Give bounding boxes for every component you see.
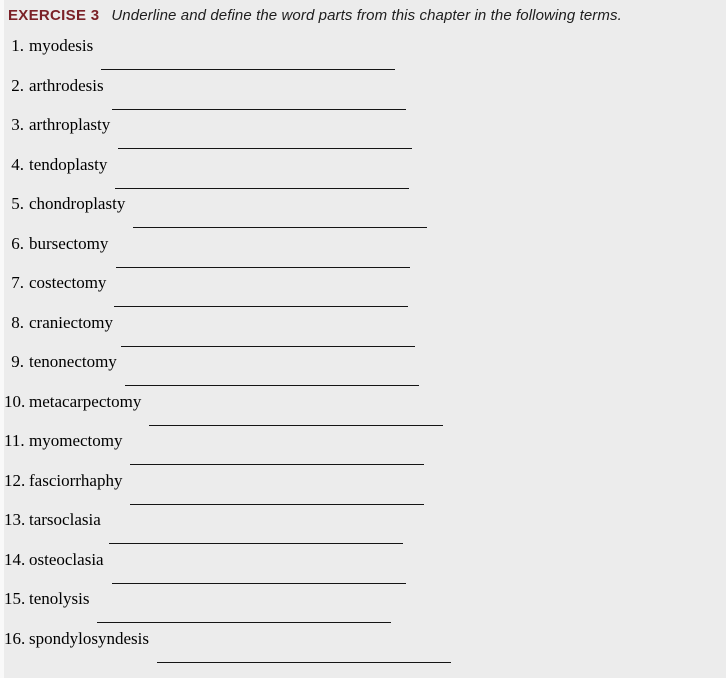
term-list	[0, 36, 726, 668]
list-item	[4, 36, 726, 76]
answer-blank-line[interactable]	[121, 345, 415, 347]
answer-blank-line[interactable]	[133, 226, 427, 228]
answer-blank-line[interactable]	[112, 582, 406, 584]
list-item	[4, 115, 726, 155]
item-term: tendoplasty	[29, 154, 108, 174]
item-term: myomectomy	[29, 431, 123, 450]
item-term: tenolysis	[29, 589, 90, 608]
item-number: 9.	[11, 352, 24, 371]
item-number: 14.	[4, 549, 26, 569]
exercise-label: EXERCISE 3	[8, 7, 100, 24]
list-item	[4, 76, 726, 116]
list-item	[4, 589, 726, 629]
list-item	[4, 352, 726, 392]
list-item	[4, 471, 726, 511]
item-number: 1.	[11, 36, 24, 55]
item-term: craniectomy	[29, 312, 114, 332]
answer-blank-line[interactable]	[125, 384, 419, 386]
item-number: 4.	[11, 154, 24, 174]
answer-blank-line[interactable]	[149, 424, 443, 426]
list-item	[4, 273, 726, 313]
item-number: 7.	[11, 273, 24, 292]
item-number: 12.	[4, 470, 26, 490]
item-number: 10.	[4, 391, 26, 411]
answer-blank-line[interactable]	[114, 305, 408, 307]
answer-blank-line[interactable]	[115, 187, 409, 189]
item-term: chondroplasty	[29, 194, 126, 213]
page-edge	[0, 0, 4, 678]
item-number: 11.	[4, 431, 25, 450]
item-number: 8.	[11, 312, 24, 332]
item-number: 3.	[11, 115, 24, 134]
list-item	[4, 392, 726, 432]
list-item	[4, 234, 726, 274]
item-number: 16.	[4, 628, 26, 648]
exercise-instruction: Underline and define the word parts from this chapter in the following terms.	[111, 7, 622, 24]
answer-blank-line[interactable]	[116, 266, 410, 268]
list-item	[4, 550, 726, 590]
item-number: 2.	[11, 75, 24, 95]
exercise-header	[0, 0, 726, 25]
list-item	[4, 629, 726, 669]
answer-blank-line[interactable]	[109, 542, 403, 544]
list-item	[4, 510, 726, 550]
list-item	[4, 194, 726, 234]
answer-blank-line[interactable]	[118, 147, 412, 149]
list-item	[4, 431, 726, 471]
item-term: fasciorrhaphy	[29, 470, 123, 490]
item-term: bursectomy	[29, 233, 109, 253]
item-number: 15.	[4, 589, 26, 608]
item-term: costectomy	[29, 273, 107, 292]
item-term: myodesis	[29, 36, 94, 55]
answer-blank-line[interactable]	[157, 661, 451, 663]
item-term: arthrodesis	[29, 75, 104, 95]
item-term: arthroplasty	[29, 115, 111, 134]
answer-blank-line[interactable]	[101, 68, 395, 70]
item-term: spondylosyndesis	[29, 628, 149, 648]
item-number: 5.	[11, 194, 24, 213]
list-item	[4, 313, 726, 353]
answer-blank-line[interactable]	[112, 108, 406, 110]
item-number: 6.	[11, 233, 24, 253]
item-term: tenonectomy	[29, 352, 117, 371]
answer-blank-line[interactable]	[97, 621, 391, 623]
item-term: metacarpectomy	[29, 391, 142, 411]
list-item	[4, 155, 726, 195]
answer-blank-line[interactable]	[130, 463, 424, 465]
answer-blank-line[interactable]	[130, 503, 424, 505]
item-term: osteoclasia	[29, 549, 104, 569]
item-number: 13.	[4, 510, 26, 529]
item-term: tarsoclasia	[29, 510, 101, 529]
